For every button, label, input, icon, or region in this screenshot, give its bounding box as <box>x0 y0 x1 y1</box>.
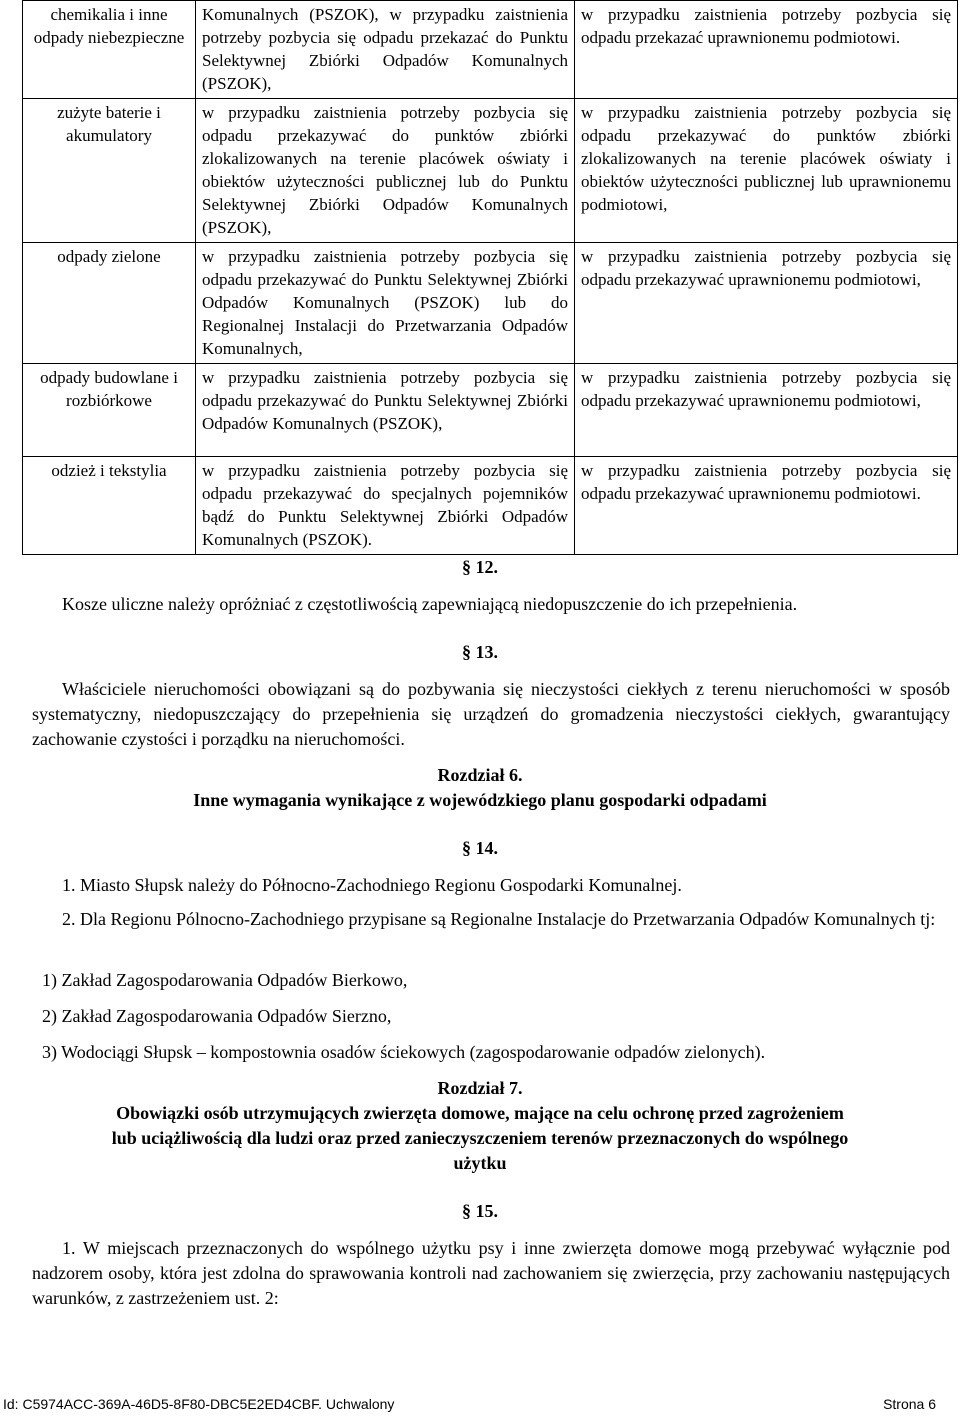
disposal-rule-cell: w przypadku zaistnienia potrzeby pozbycia się odpadu przekazywać do punktów zbiórki zlokalizowanych na terenie placówek oświaty i obiektów użyteczności publicznej lub do Punktu Selektywnej Zbiórki Odpadów Komunalnych (PSZOK), <box>196 99 575 243</box>
section-14-list-item: 3) Wodociągi Słupsk – kompostownia osadów ściekowych (zagospodarowanie odpadów zielonych). <box>42 1042 766 1062</box>
disposal-rule-cell: Komunalnych (PSZOK), w przypadku zaistnienia potrzeby pozbycia się odpadu przekazać do Punktu Selektywnej Zbiórki Odpadów Komunalnych (PSZOK), <box>196 1 575 99</box>
section-14-list-item: 1) Zakład Zagospodarowania Odpadów Bierkowo, <box>42 970 408 990</box>
table-row <box>23 243 958 364</box>
document-id: Id: C5974ACC-369A-46D5-8F80-DBC5E2ED4CBF. Uchwalony <box>3 1396 395 1412</box>
table-row <box>23 99 958 243</box>
disposal-rule-cell: w przypadku zaistnienia potrzeby pozbycia się odpadu przekazywać do specjalnych pojemników bądź do Punktu Selektywnej Zbiórki Odpadów Komunalnych (PSZOK). <box>196 457 575 555</box>
section-14-paragraph-1: 1. Miasto Słupsk należy do Północno-Zachodniego Regionu Gospodarki Komunalnej. <box>62 875 682 895</box>
disposal-rule-cell: w przypadku zaistnienia potrzeby pozbycia się odpadu przekazywać do punktów zbiórki zlokalizowanych na terenie placówek oświaty i obiektów użyteczności publicznej lub uprawnionemu podmiotowi, <box>575 99 958 243</box>
chapter-7-title-line: lub uciążliwością dla ludzi oraz przed zanieczyszczeniem terenów przeznaczonych do wspólnego <box>111 1128 849 1148</box>
chapter-6-label: Rozdział 6. <box>437 765 523 785</box>
disposal-rule-cell: w przypadku zaistnienia potrzeby pozbycia się odpadu przekazywać uprawnionemu podmiotowi, <box>575 364 958 457</box>
disposal-rule-cell: w przypadku zaistnienia potrzeby pozbycia się odpadu przekazywać uprawnionemu podmiotowi, <box>575 243 958 364</box>
chapter-7-title-line: użytku <box>453 1153 507 1173</box>
disposal-rule-cell: w przypadku zaistnienia potrzeby pozbycia się odpadu przekazywać uprawnionemu podmiotowi. <box>575 457 958 555</box>
table-row <box>23 457 958 555</box>
section-15-paragraph-1: 1. W miejscach przeznaczonych do wspólnego użytku psy i inne zwierzęta domowe mogą przebywać wyłącznie pod nadzorem osoby, która jest zdolna do sprawowania kontroli nad zachowaniem się zwierzęcia, przy zachowaniu następujących warunków, z zastrzeżeniem ust. 2: <box>32 1238 950 1308</box>
category-cell: odzież i tekstylia <box>23 457 196 555</box>
section-12-text: Kosze uliczne należy opróżniać z częstotliwością zapewniającą niedopuszczenie do ich przepełnienia. <box>62 594 798 614</box>
section-14-heading: § 14. <box>462 838 498 858</box>
table-row <box>23 1 958 99</box>
chapter-7-label: Rozdział 7. <box>437 1078 523 1098</box>
chapter-7-title-line: Obowiązki osób utrzymujących zwierzęta domowe, mające na celu ochronę przed zagrożeniem <box>116 1103 844 1123</box>
category-cell: odpady zielone <box>23 243 196 364</box>
section-13-heading: § 13. <box>462 642 498 662</box>
section-12-heading: § 12. <box>462 557 498 577</box>
section-13-text: Właściciele nieruchomości obowiązani są do pozbywania się nieczystości ciekłych z terenu nieruchomości w sposób systematyczny, niedopuszczający do przepełnienia się urządzeń do gromadzenia nieczystości ciekłych, gwarantujący zachowanie czystości i porządku na nieruchomości. <box>32 679 950 749</box>
section-14-paragraph-2: 2. Dla Regionu Pólnocno-Zachodniego przypisane są Regionalne Instalacje do Przetwarzania Odpadów Komunalnych tj: <box>62 909 936 929</box>
disposal-rule-cell: w przypadku zaistnienia potrzeby pozbycia się odpadu przekazywać do Punktu Selektywnej Zbiórki Odpadów Komunalnych (PSZOK) lub do Regionalnej Instalacji do Przetwarzania Odpadów Komunalnych, <box>196 243 575 364</box>
waste-disposal-table <box>22 0 958 555</box>
table-row <box>23 364 958 457</box>
disposal-rule-cell: w przypadku zaistnienia potrzeby pozbycia się odpadu przekazać uprawnionemu podmiotowi. <box>575 1 958 99</box>
category-cell: odpady budowlane i rozbiórkowe <box>23 364 196 457</box>
disposal-rule-cell: w przypadku zaistnienia potrzeby pozbycia się odpadu przekazywać do Punktu Selektywnej Zbiórki Odpadów Komunalnych (PSZOK), <box>196 364 575 457</box>
chapter-6-title: Inne wymagania wynikające z wojewódzkiego planu gospodarki odpadami <box>193 790 767 810</box>
category-cell: zużyte baterie i akumulatory <box>23 99 196 243</box>
section-15-heading: § 15. <box>462 1201 498 1221</box>
page-number: Strona 6 <box>883 1396 936 1412</box>
section-14-list-item: 2) Zakład Zagospodarowania Odpadów Sierzno, <box>42 1006 392 1026</box>
category-cell: chemikalia i inne odpady niebezpieczne <box>23 1 196 99</box>
